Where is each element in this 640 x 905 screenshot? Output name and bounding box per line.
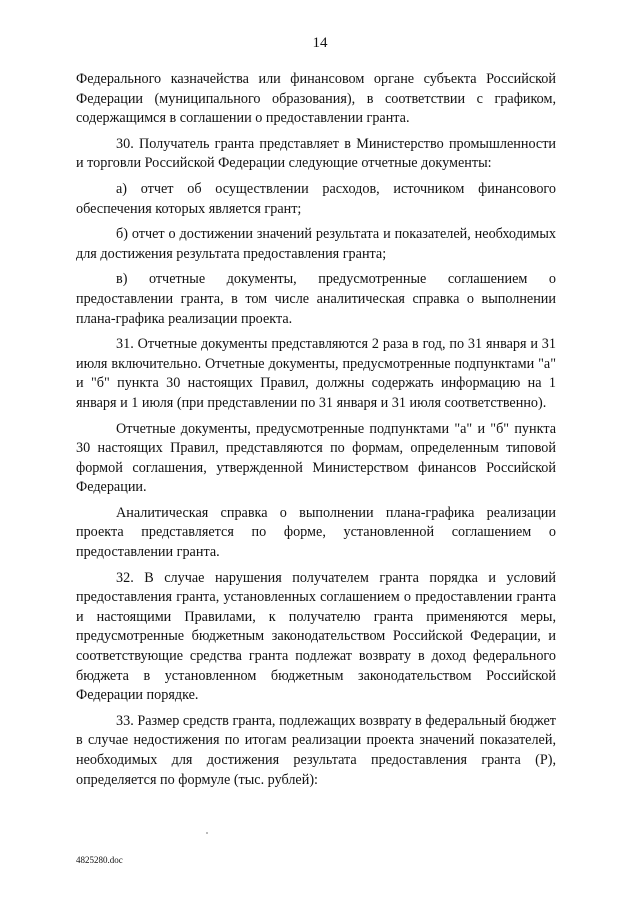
scan-dot-mark [206, 832, 208, 834]
footer-file-code: 4825280.doc [76, 855, 123, 865]
paragraph-analytical-note: Аналитическая справка о выполнении плана-графика реализации проекта представляется по форме, установленной соглашением о предоставлении гранта. [76, 504, 556, 561]
page-number: 14 [312, 35, 328, 51]
paragraph-subitem-v: в) отчетные документы, предусмотренные соглашением о предоставлении гранта, в том числе аналитическая справка о выполнении плана-графика реализации проекта. [76, 271, 556, 327]
paragraph-reporting-forms: Отчетные документы, предусмотренные подпунктами "а" и "б" пункта 30 настоящих Правил, представляются по формам, определенным типовой формой соглашения, утвержденной Министерством финансов Российской Федерации. [76, 420, 556, 496]
paragraph-subitem-b: б) отчет о достижении значений результата и показателей, необходимых для достижения результата предоставления гранта; [76, 226, 556, 262]
paragraph-subitem-a: а) отчет об осуществлении расходов, источником финансового обеспечения которых является грант; [76, 180, 556, 217]
document-body [76, 70, 556, 796]
paragraph-continuation: Федерального казначейства или финансовом органе субъекта Российской Федерации (муниципального образования), в соответствии с графиком, содержащимся в соглашении о предоставлении гранта. [76, 71, 556, 127]
paragraph-item-30: 30. Получатель гранта представляет в Министерство промышленности и торговли Российской Федерации следующие отчетные документы: [76, 135, 556, 172]
paragraph-item-32: 32. В случае нарушения получателем гранта порядка и условий предоставления гранта, установленных соглашением о предоставлении гранта и настоящими Правилами, к получателю гранта применяются меры, предусмотренные бюджетным законодательством Российской Федерации, и соответствующие средства гранта подлежат возврату в доход федерального бюджета в установленном бюджетным законодательством Российской Федерации порядке. [76, 569, 556, 704]
paragraph-item-31: 31. Отчетные документы представляются 2 раза в год, по 31 января и 31 июля включительно. Отчетные документы, предусмотренные подпунктами "а" и "б" пункта 30 настоящих Правил, должны содержать информацию на 1 января и 1 июля (при представлении по 31 января и 31 июля соответственно). [76, 336, 556, 411]
paragraph-item-33: 33. Размер средств гранта, подлежащих возврату в федеральный бюджет в случае недостижения по итогам реализации проекта значений показателей, необходимых для достижения результата предоставления гранта (Р), определяется по формуле (тыс. рублей): [76, 712, 556, 788]
